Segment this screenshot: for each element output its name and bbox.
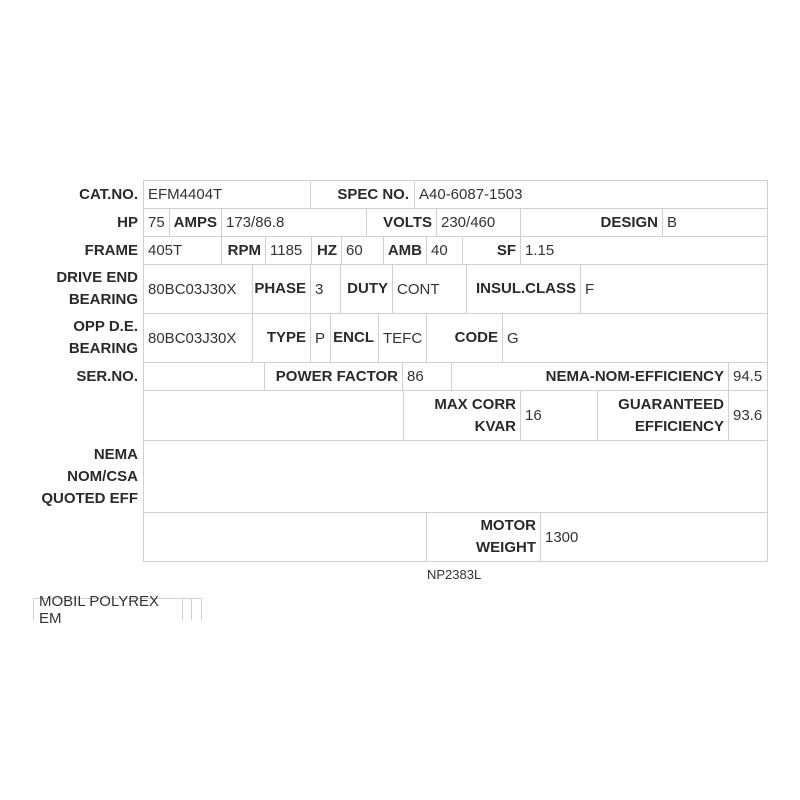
guaranteed-efficiency-label-line1: GUARANTEED	[618, 395, 724, 413]
nema-nom-csa-label-line2: NOM/CSA	[67, 467, 138, 485]
motor-weight-label-line1: MOTOR	[480, 517, 536, 534]
power-factor-label: POWER FACTOR	[275, 367, 398, 385]
spec-no-value: A40-6087-1503	[419, 186, 523, 203]
type-label: TYPE	[266, 329, 306, 346]
hz-value: 60	[346, 242, 363, 259]
duty-label: DUTY	[347, 280, 388, 297]
max-corr-kvar-label-line2: KVAR	[474, 417, 516, 435]
frame-label: FRAME	[84, 241, 138, 259]
design-label: DESIGN	[600, 213, 658, 231]
encl-label: ENCL	[333, 329, 374, 346]
lubricant-tab: MOBIL POLYREX EM	[33, 598, 183, 620]
hp-value: 75	[148, 214, 165, 231]
duty-value: CONT	[397, 280, 440, 298]
phase-value: 3	[315, 280, 324, 298]
nema-nom-csa-label	[20, 441, 138, 512]
motor-weight-label-line2: WEIGHT	[476, 539, 536, 556]
code-label: CODE	[454, 329, 498, 346]
nema-nom-efficiency-label: NEMA-NOM-EFFICIENCY	[545, 367, 724, 385]
row-divider	[143, 440, 767, 441]
encl-value: TEFC	[383, 329, 423, 347]
opp-de-bearing-value: 80BC03J30X	[148, 329, 237, 347]
motor-weight-label	[427, 513, 536, 561]
volts-label: VOLTS	[383, 213, 432, 231]
nema-nom-efficiency-value: 94.5	[733, 368, 763, 385]
volts-value: 230/460	[441, 214, 496, 231]
power-factor-value: 86	[407, 368, 424, 385]
ser-no-value	[144, 363, 264, 390]
drive-end-bearing-label-line2: BEARING	[68, 291, 138, 308]
opp-de-bearing-label	[20, 314, 138, 362]
phase-label: PHASE	[254, 280, 306, 297]
guaranteed-efficiency-label	[598, 391, 724, 440]
rpm-label: RPM	[227, 241, 261, 259]
border-bottom	[143, 561, 767, 562]
tab-top	[183, 598, 202, 599]
motor-weight-value: 1300	[545, 528, 579, 546]
cat-no-value: EFM4404T	[148, 186, 223, 203]
tab-divider	[201, 598, 202, 620]
amb-value: 40	[431, 242, 448, 259]
amb-label: AMB	[387, 241, 422, 259]
rpm-value: 1185	[270, 242, 303, 259]
amps-label: AMPS	[173, 213, 217, 231]
type-value: P	[315, 329, 326, 347]
max-corr-kvar-label-line1: MAX CORR	[434, 395, 516, 413]
tab-divider	[191, 598, 192, 620]
sf-value: 1.15	[525, 242, 555, 259]
insul-class-label: INSUL.CLASS	[475, 280, 576, 297]
nema-nom-csa-label-line1: NEMA	[93, 445, 138, 463]
hz-label: HZ	[317, 241, 337, 259]
ser-no-label: SER.NO.	[76, 367, 138, 385]
design-value: B	[667, 214, 678, 231]
amps-value: 173/86.8	[226, 214, 285, 231]
opp-de-bearing-label-line2: BEARING	[68, 340, 138, 357]
spec-no-label: SPEC NO.	[337, 185, 409, 203]
sf-label: SF	[496, 241, 516, 259]
plate-number: NP2383L	[427, 567, 482, 582]
guaranteed-efficiency-value: 93.6	[733, 407, 763, 424]
max-corr-kvar-value: 16	[525, 407, 542, 424]
frame-value: 405T	[148, 242, 183, 259]
code-value: G	[507, 329, 519, 347]
hp-label: HP	[117, 213, 138, 231]
guaranteed-efficiency-label-line2: EFFICIENCY	[634, 417, 724, 435]
insul-class-value: F	[585, 280, 595, 298]
border-right	[767, 180, 768, 562]
max-corr-kvar-label	[404, 391, 516, 440]
drive-end-bearing-label	[20, 265, 138, 313]
drive-end-bearing-label-line1: DRIVE END	[56, 269, 138, 286]
drive-end-bearing-value: 80BC03J30X	[148, 280, 237, 298]
cat-no-label: CAT.NO.	[79, 185, 138, 203]
opp-de-bearing-label-line1: OPP D.E.	[73, 318, 138, 335]
nema-nom-csa-label-line3: QUOTED EFF	[41, 489, 138, 507]
